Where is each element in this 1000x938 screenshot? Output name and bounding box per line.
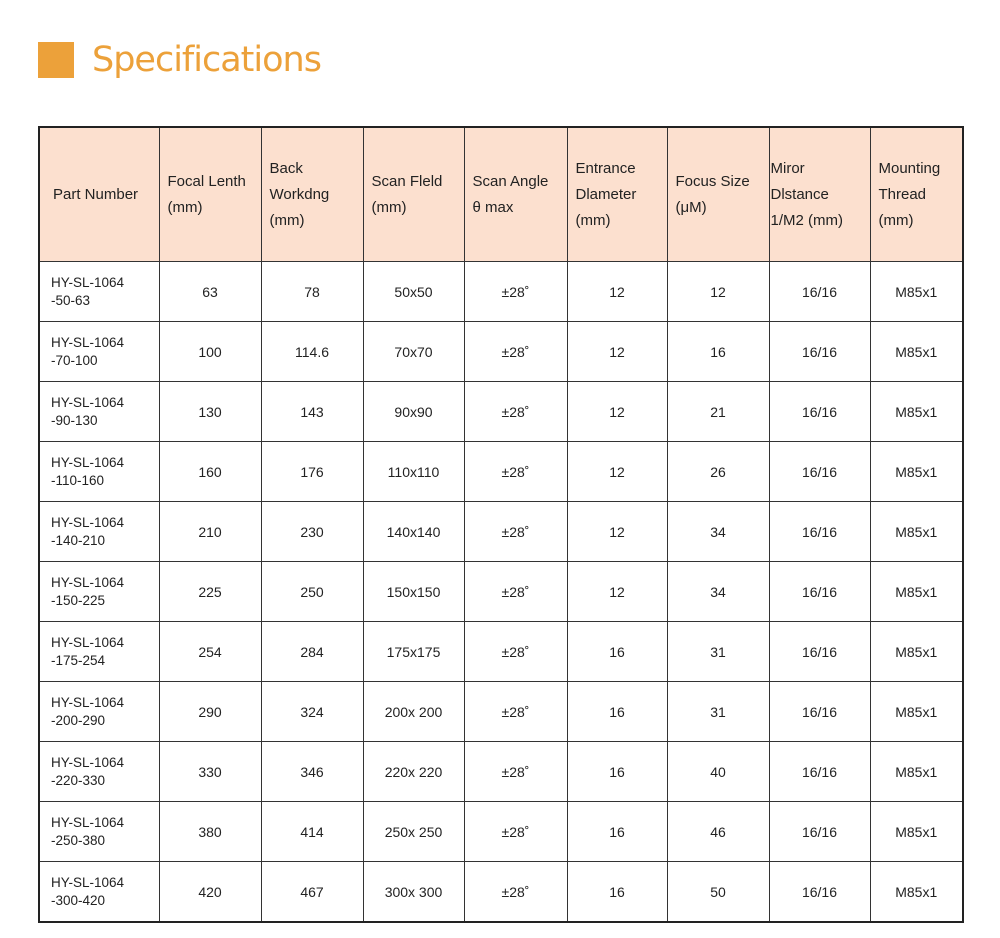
table-cell: 16/16: [769, 382, 870, 442]
table-header-row: [39, 127, 963, 262]
table-cell: 467: [261, 862, 363, 923]
table-cell: ±28˚: [464, 742, 567, 802]
table-cell: 31: [667, 622, 769, 682]
table-cell: 110x110: [363, 442, 464, 502]
table-cell: 16: [567, 622, 667, 682]
table-cell: 26: [667, 442, 769, 502]
table-row: [39, 322, 963, 382]
table-cell: 31: [667, 682, 769, 742]
table-cell: 78: [261, 262, 363, 322]
table-cell: M85x1: [870, 562, 963, 622]
table-row: [39, 502, 963, 562]
table-cell: 34: [667, 502, 769, 562]
table-cell: 16: [567, 682, 667, 742]
table-cell: 40: [667, 742, 769, 802]
table-row: [39, 562, 963, 622]
table-cell: ±28˚: [464, 862, 567, 923]
table-cell: 150x150: [363, 562, 464, 622]
table-cell: 50x50: [363, 262, 464, 322]
table-cell: 346: [261, 742, 363, 802]
table-cell: 420: [159, 862, 261, 923]
table-cell: 16/16: [769, 622, 870, 682]
title-marker-square: [38, 42, 74, 78]
part-number-cell: HY-SL-1064 -220-330: [39, 742, 159, 802]
table-cell: 330: [159, 742, 261, 802]
table-cell: ±28˚: [464, 622, 567, 682]
table-cell: ±28˚: [464, 262, 567, 322]
table-cell: 220x 220: [363, 742, 464, 802]
table-cell: M85x1: [870, 322, 963, 382]
table-cell: 12: [567, 382, 667, 442]
table-cell: 175x175: [363, 622, 464, 682]
part-number-cell: HY-SL-1064 -150-225: [39, 562, 159, 622]
table-cell: ±28˚: [464, 382, 567, 442]
table-cell: 114.6: [261, 322, 363, 382]
table-cell: 12: [567, 562, 667, 622]
table-cell: 34: [667, 562, 769, 622]
table-cell: 21: [667, 382, 769, 442]
column-header: Back Workdng (mm): [261, 127, 363, 262]
column-header: Mounting Thread (mm): [870, 127, 963, 262]
table-row: [39, 742, 963, 802]
table-cell: 176: [261, 442, 363, 502]
table-cell: 250: [261, 562, 363, 622]
table-row: [39, 262, 963, 322]
part-number-cell: HY-SL-1064 -50-63: [39, 262, 159, 322]
table-cell: 200x 200: [363, 682, 464, 742]
section-header: [38, 40, 321, 80]
table-cell: 160: [159, 442, 261, 502]
table-cell: 16: [567, 862, 667, 923]
table-cell: 290: [159, 682, 261, 742]
table-row: [39, 802, 963, 862]
part-number-cell: HY-SL-1064 -300-420: [39, 862, 159, 923]
column-header: Scan Fleld (mm): [363, 127, 464, 262]
table-cell: 16/16: [769, 262, 870, 322]
table-cell: 16/16: [769, 562, 870, 622]
table-cell: ±28˚: [464, 442, 567, 502]
table-cell: M85x1: [870, 622, 963, 682]
table-cell: 16/16: [769, 442, 870, 502]
part-number-cell: HY-SL-1064 -140-210: [39, 502, 159, 562]
column-header: Entrance Dlameter (mm): [567, 127, 667, 262]
table-cell: 16/16: [769, 682, 870, 742]
table-cell: 300x 300: [363, 862, 464, 923]
table-cell: 100: [159, 322, 261, 382]
table-cell: 46: [667, 802, 769, 862]
table-row: [39, 442, 963, 502]
table-row: [39, 622, 963, 682]
table-cell: ±28˚: [464, 562, 567, 622]
table-cell: 210: [159, 502, 261, 562]
table-cell: 380: [159, 802, 261, 862]
table-cell: 16/16: [769, 502, 870, 562]
table-header: [39, 127, 963, 262]
table-cell: M85x1: [870, 802, 963, 862]
table-cell: ±28˚: [464, 322, 567, 382]
column-header: Focus Size (μM): [667, 127, 769, 262]
part-number-cell: HY-SL-1064 -250-380: [39, 802, 159, 862]
table-cell: 130: [159, 382, 261, 442]
table-cell: 254: [159, 622, 261, 682]
table-cell: 143: [261, 382, 363, 442]
table-cell: M85x1: [870, 382, 963, 442]
table-cell: 12: [667, 262, 769, 322]
specifications-table: [38, 126, 964, 923]
column-header: Focal Lenth (mm): [159, 127, 261, 262]
table-cell: M85x1: [870, 262, 963, 322]
table-cell: M85x1: [870, 862, 963, 923]
table-cell: 70x70: [363, 322, 464, 382]
table-cell: 50: [667, 862, 769, 923]
part-number-cell: HY-SL-1064 -175-254: [39, 622, 159, 682]
column-header: Miror Dlstance 1/M2 (mm): [769, 127, 870, 262]
table-cell: 140x140: [363, 502, 464, 562]
table-cell: 12: [567, 322, 667, 382]
part-number-cell: HY-SL-1064 -90-130: [39, 382, 159, 442]
table-cell: 12: [567, 502, 667, 562]
table-cell: 16/16: [769, 802, 870, 862]
table-cell: 250x 250: [363, 802, 464, 862]
table-cell: M85x1: [870, 442, 963, 502]
table-cell: 284: [261, 622, 363, 682]
table-row: [39, 862, 963, 923]
table-cell: 230: [261, 502, 363, 562]
table-cell: 16: [567, 742, 667, 802]
table-cell: 324: [261, 682, 363, 742]
part-number-cell: HY-SL-1064 -110-160: [39, 442, 159, 502]
column-header: Scan Angle θ max: [464, 127, 567, 262]
table-cell: 12: [567, 442, 667, 502]
part-number-cell: HY-SL-1064 -70-100: [39, 322, 159, 382]
table-cell: 16: [667, 322, 769, 382]
table-cell: 414: [261, 802, 363, 862]
table-cell: 63: [159, 262, 261, 322]
table-cell: ±28˚: [464, 802, 567, 862]
table-cell: 16/16: [769, 742, 870, 802]
table-cell: 225: [159, 562, 261, 622]
table-cell: 16/16: [769, 862, 870, 923]
page-title: Specifications: [92, 40, 321, 80]
table-cell: M85x1: [870, 682, 963, 742]
part-number-cell: HY-SL-1064 -200-290: [39, 682, 159, 742]
table-cell: M85x1: [870, 502, 963, 562]
table-body: [39, 262, 963, 923]
table-cell: 12: [567, 262, 667, 322]
table-cell: 16/16: [769, 322, 870, 382]
table-cell: 90x90: [363, 382, 464, 442]
table-cell: M85x1: [870, 742, 963, 802]
table-cell: ±28˚: [464, 682, 567, 742]
table-row: [39, 682, 963, 742]
table-cell: ±28˚: [464, 502, 567, 562]
table-cell: 16: [567, 802, 667, 862]
column-header: Part Number: [39, 127, 159, 262]
table-row: [39, 382, 963, 442]
